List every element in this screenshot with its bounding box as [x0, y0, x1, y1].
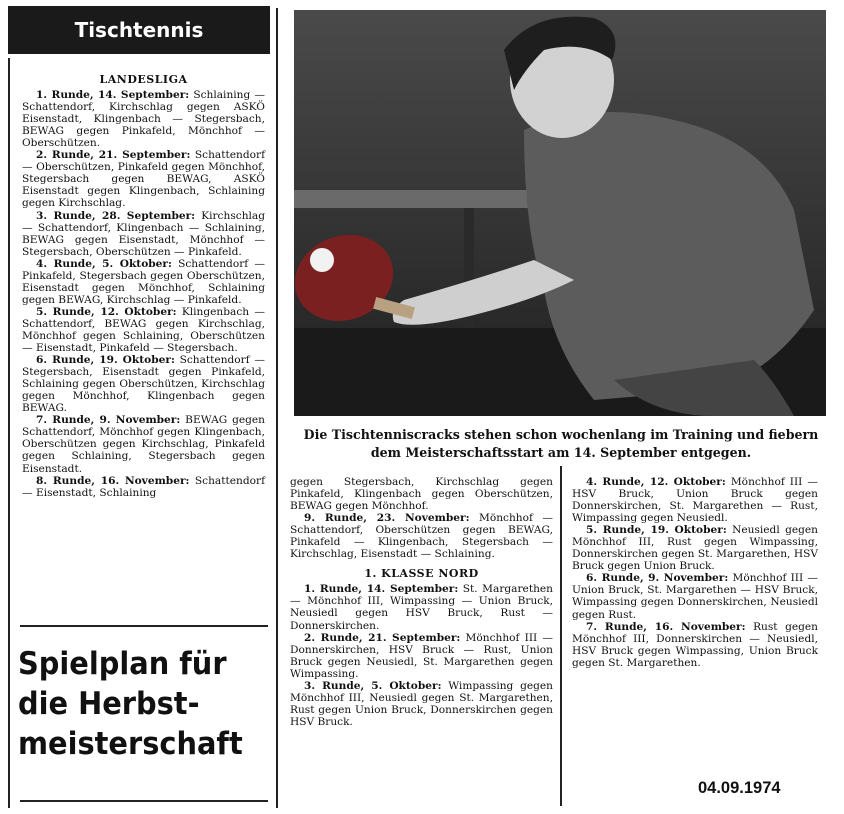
publication-date: 04.09.1974 [698, 779, 781, 797]
round-head: 6. Runde, 9. November: [586, 572, 729, 585]
nord-round-1-paragraph [290, 583, 553, 631]
round-head: 3. Runde, 28. September: [36, 209, 196, 222]
left-column-rule [8, 58, 10, 808]
round-head: 1. Runde, 14. September: [36, 89, 190, 102]
round-head: 6. Runde, 19. Oktober: [36, 354, 175, 367]
article-headline [18, 644, 252, 764]
round-head: 2. Runde, 21. September: [304, 631, 461, 644]
round-text: Schattendorf — Stegersbach, Eisenstadt gegen Pinkafeld, Schlaining gegen Oberschützen, Kirchschlag gegen Mönchhof, Klingenbach gegen BEWAG. [22, 354, 265, 415]
round-head: 9. Runde, 23. November: [304, 512, 470, 525]
headline-line-2: die Herbst- [18, 686, 200, 722]
round-head: 4. Runde, 12. Oktober: [586, 476, 726, 488]
section-label: Tischtennis [74, 18, 204, 42]
landesliga-heading: LANDESLIGA [99, 73, 188, 86]
round-head: 2. Runde, 21. September: [36, 149, 191, 162]
headline-bottom-rule [20, 800, 268, 802]
round-text: Wimpassing gegen Mönchhof III, Neusiedl gegen St. Margarethen, Rust gegen Union Bruck, Donnerskirchen gegen HSV Bruck. [290, 679, 553, 728]
round-6-paragraph [22, 354, 265, 414]
round-text: Mönchhof III — Donnerskirchen, HSV Bruck — Rust, Union Bruck gegen Neusiedl, St. Margarethen gegen Wimpassing. [290, 631, 553, 680]
round-text: Mönchhof III — Union Bruck, St. Margarethen — HSV Bruck, Wimpassing gegen Donnerskirchen, Neusiedl gegen Rust. [572, 572, 818, 621]
table-tennis-photo [294, 10, 826, 416]
round-text: Kirchschlag — Schattendorf, Klingenbach — Schlaining, BEWAG gegen Eisenstadt, Mönchhof — Stegersbach, Oberschützen — Pinkafeld. [22, 209, 265, 258]
round-7-paragraph [22, 414, 265, 474]
round-text: Schattendorf — Oberschützen, Pinkafeld gegen Mönchhof, Stegersbach gegen BEWAG, ASKÖ Eisenstadt gegen Klingenbach, Schlaining gegen Kirchschlag. [22, 149, 265, 210]
round-3-paragraph [22, 210, 265, 258]
continuation-paragraph: gegen Stegersbach, Kirchschlag gegen Pinkafeld, Klingenbach gegen Oberschützen, BEWAG gegen Mönchhof. [290, 476, 553, 513]
round-head: 7. Runde, 9. November: [36, 414, 181, 427]
third-column [572, 476, 818, 669]
round-2-paragraph [22, 149, 265, 209]
round-text: Schattendorf — Eisenstadt, Schlaining [22, 474, 265, 499]
nord-round-2-paragraph [290, 632, 553, 680]
inner-column-rule [560, 466, 562, 806]
round-head: 4. Runde, 5. Oktober: [36, 257, 172, 270]
round-head: 5. Runde, 12. Oktober: [36, 305, 177, 318]
round-text: BEWAG gegen Schattendorf, Mönchhof gegen Klingenbach, Oberschützen gegen Kirchschlag, Pinkafeld gegen Schlaining, Stegersbach gegen Eisenstadt. [22, 414, 265, 475]
round-8-paragraph [22, 475, 265, 499]
headline-top-rule [20, 625, 268, 627]
round-1-paragraph [22, 89, 265, 149]
round-text: Mönchhof III — HSV Bruck, Union Bruck gegen Donnerskirchen, St. Margarethen — Rust, Wimpassing gegen Neusiedl. [572, 476, 818, 525]
round-text: Mönchhof — Schattendorf, Oberschützen gegen BEWAG, Pinkafeld — Klingenbach, Stegersbach — Kirchschlag, Eisenstadt — Schlaining. [290, 512, 553, 561]
round-head: 1. Runde, 14. September: [304, 583, 459, 596]
round-9-paragraph [290, 512, 553, 560]
round-text: Klingenbach — Schattendorf, BEWAG gegen Kirchschlag, Mönchhof gegen Schlaining, Oberschützen — Eisenstadt, Pinkafeld — Stegersbach. [22, 305, 265, 355]
headline-line-1: Spielplan für [18, 646, 227, 682]
column-divider-rule [276, 8, 278, 808]
nord-round-4-paragraph [572, 476, 818, 524]
round-head: 3. Runde, 5. Oktober: [304, 679, 442, 692]
round-4-paragraph [22, 258, 265, 306]
round-5-paragraph [22, 306, 265, 354]
landesliga-column [22, 72, 265, 499]
klasse-nord-heading: 1. KLASSE NORD [364, 567, 479, 581]
round-head: 8. Runde, 16. November: [36, 474, 190, 487]
nord-round-5-paragraph [572, 524, 818, 572]
round-text: Schattendorf — Pinkafeld, Stegersbach gegen Oberschützen, Eisenstadt gegen Mönchhof, Schlaining gegen BEWAG, Kirchschlag — Pinkafeld. [22, 257, 265, 306]
player-photo-illustration [294, 10, 826, 416]
nord-round-6-paragraph [572, 572, 818, 620]
continuation-column [290, 476, 553, 728]
round-text: St. Margarethen — Mönchhof III, Wimpassing — Union Bruck, Neusiedl gegen HSV Bruck, Rust — Donnerskirchen. [290, 583, 553, 632]
nord-round-7-paragraph [572, 621, 818, 669]
round-text: Schlaining — Schattendorf, Kirchschlag gegen ASKÖ Eisenstadt, Klingenbach — Stegersbach, BEWAG gegen Pinkafeld, Mönchhof — Oberschützen. [22, 89, 265, 150]
headline-line-3: meisterschaft [18, 726, 243, 762]
nord-round-3-paragraph [290, 680, 553, 728]
round-head: 5. Runde, 19. Oktober: [586, 524, 727, 537]
round-text: Neusiedl gegen Mönchhof III, Rust gegen Wimpassing, Donnerskirchen gegen St. Margarethen, HSV Bruck gegen Union Bruck. [572, 524, 818, 573]
round-text: Rust gegen Mönchhof III, Donnerskirchen — Neusiedl, HSV Bruck gegen Wimpassing, Union Bruck gegen St. Margarethen. [572, 620, 818, 669]
round-head: 7. Runde, 16. November: [586, 620, 746, 633]
photo-caption: Die Tischtenniscracks stehen schon wochenlang im Training und fiebern dem Meisterschaftsstart am 14. September entgegen. [303, 427, 819, 460]
